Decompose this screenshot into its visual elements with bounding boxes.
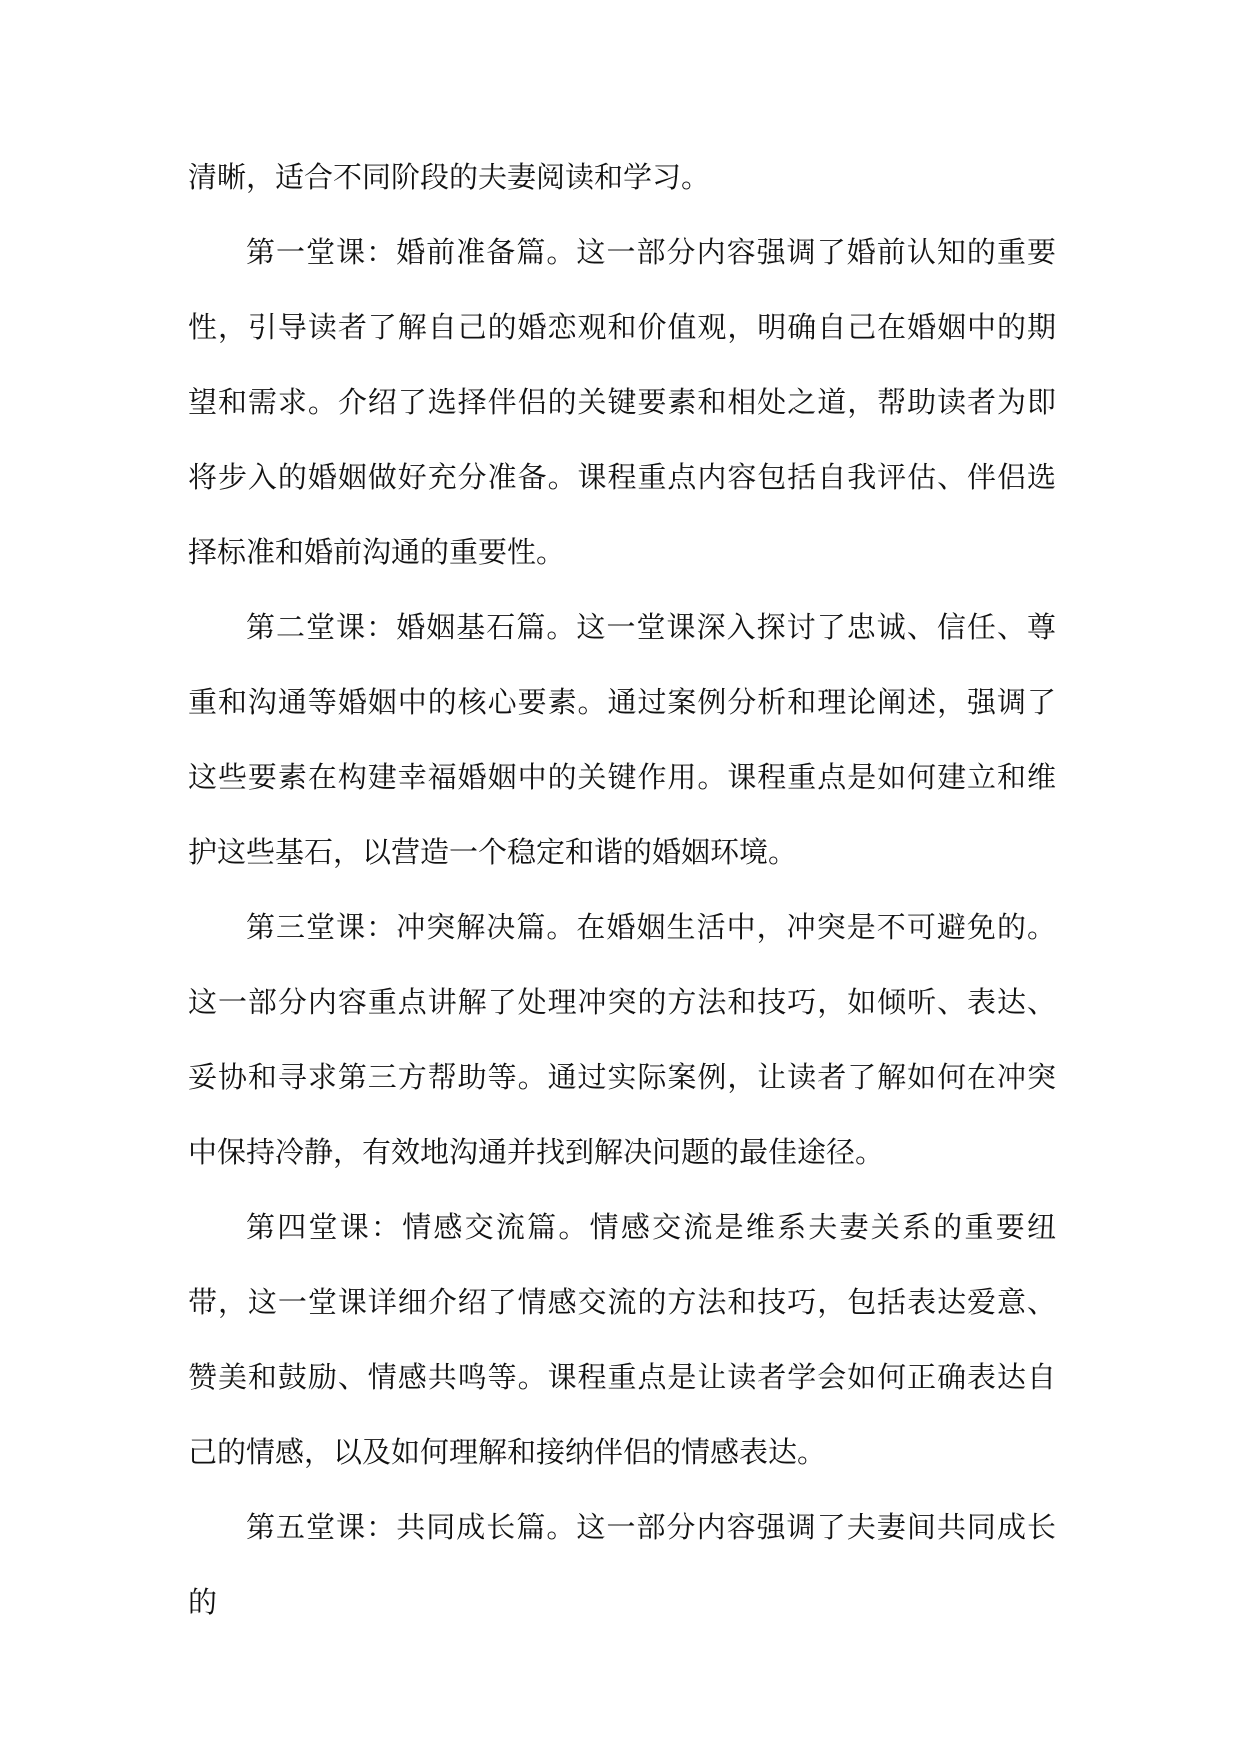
paragraph-lesson-3: 第三堂课：冲突解决篇。在婚姻生活中，冲突是不可避免的。这一部分内容重点讲解了处理冲突的方法和技巧，如倾听、表达、妥协和寻求第三方帮助等。通过实际案例，让读者了解如何在冲突中保持冷静，有效地沟通并找到解决问题的最佳途径。 — [188, 910, 1056, 1169]
paragraph-continuation: 清晰，适合不同阶段的夫妻阅读和学习。 — [188, 160, 711, 194]
paragraph-lesson-4: 第四堂课：情感交流篇。情感交流是维系夫妻关系的重要纽带，这一堂课详细介绍了情感交流的方法和技巧，包括表达爱意、赞美和鼓励、情感共鸣等。课程重点是让读者学会如何正确表达自己的情感，以及如何理解和接纳伴侣的情感表达。 — [188, 1210, 1056, 1469]
paragraph-lesson-1: 第一堂课：婚前准备篇。这一部分内容强调了婚前认知的重要性，引导读者了解自己的婚恋观和价值观，明确自己在婚姻中的期望和需求。介绍了选择伴侣的关键要素和相处之道，帮助读者为即将步入的婚姻做好充分准备。课程重点内容包括自我评估、伴侣选择标准和婚前沟通的重要性。 — [188, 235, 1056, 569]
paragraph-lesson-5: 第五堂课：共同成长篇。这一部分内容强调了夫妻间共同成长的 — [188, 1510, 1056, 1619]
paragraph-lesson-2: 第二堂课：婚姻基石篇。这一堂课深入探讨了忠诚、信任、尊重和沟通等婚姻中的核心要素。通过案例分析和理论阐述，强调了这些要素在构建幸福婚姻中的关键作用。课程重点是如何建立和维护这些基石，以营造一个稳定和谐的婚姻环境。 — [188, 610, 1056, 869]
document-body — [188, 140, 1056, 1640]
